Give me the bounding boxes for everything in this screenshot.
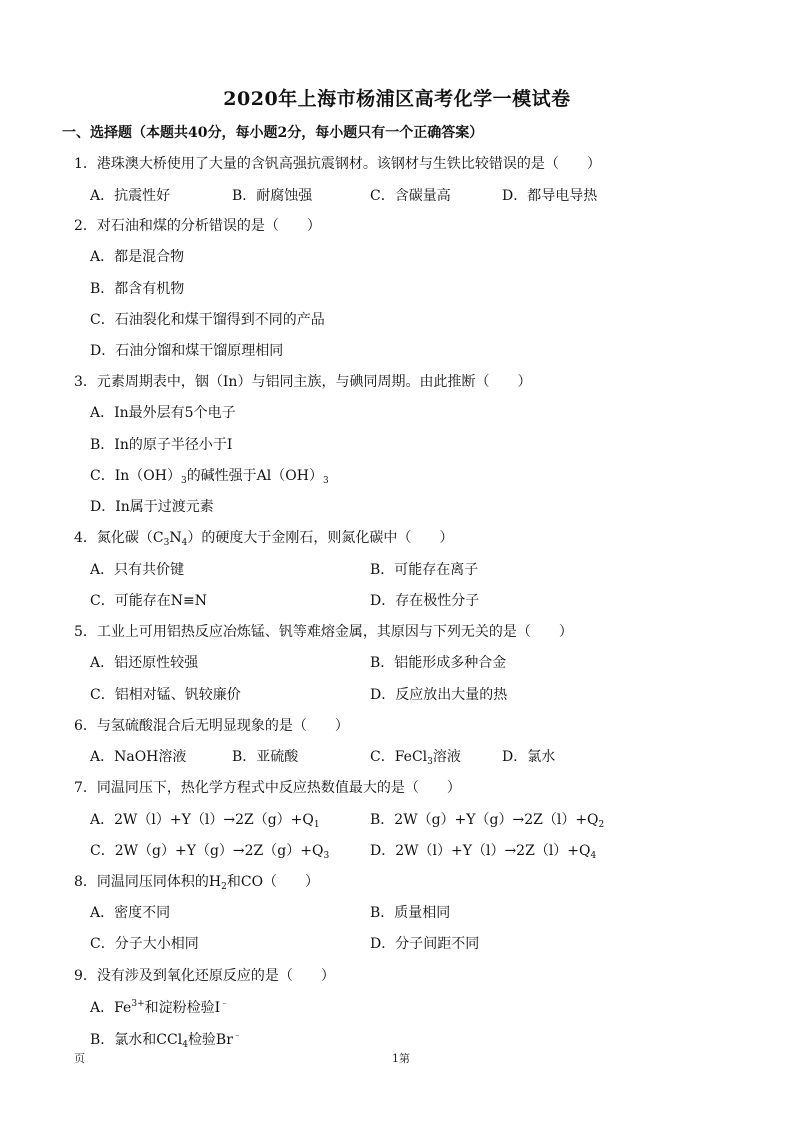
question-5-option-b: B．铝能形成多种合金 (370, 655, 507, 671)
question-4-stem: 4．氮化碳$(C_3N_4)$的硬度大于金刚石，则氮化碳中（ ） (74, 530, 454, 548)
question-6-option-a: A．NaOH溶液 (90, 749, 187, 765)
question-3-option-d: D．In属于过渡元素 (90, 499, 214, 515)
question-7-option-a: A．$2W(l)+Y(l)\to 2Z(g)+Q_1$ (90, 812, 320, 830)
question-3-option-a: A．In最外层有5个电子 (90, 405, 236, 421)
question-2-option-c: C．石油裂化和煤干馏得到不同的产品 (90, 312, 325, 328)
question-1-option-a: A．抗震性好 (90, 188, 171, 204)
question-2-option-d: D．石油分馏和煤干馏原理相同 (90, 343, 284, 359)
question-1-option-b: B．耐腐蚀强 (232, 188, 313, 204)
section-heading: 一、选择题（本题共40分，每小题2分，每小题只有一个正确答案） (62, 125, 484, 141)
question-4-option-b: B．可能存在离子 (370, 562, 479, 578)
question-2-option-b: B．都含有机物 (90, 281, 185, 297)
question-1-stem: 1．港珠澳大桥使用了大量的含钒高强抗震钢材。该钢材与生铁比较错误的是（ ） (74, 156, 601, 172)
question-5-option-c: C．铝相对锰、钒较廉价 (90, 687, 241, 703)
question-3-stem: 3．元素周期表中，铟（In）与铝同主族，与碘同周期。由此推断（ ） (74, 374, 532, 390)
question-7-option-d: D．$2W(l)+Y(l)\to 2Z(l)+Q_4$ (370, 843, 597, 861)
question-3-option-b: B．In的原子半径小于I (90, 437, 233, 453)
question-6-option-b: B．亚硫酸 (232, 749, 299, 765)
question-6-option-c: C．FeCl$_3$溶液 (370, 749, 461, 767)
question-7-option-c: C．$2W(g)+Y(g)\to 2Z(g)+Q_3$ (90, 843, 330, 861)
question-9-option-a: A．$Fe^{3+}$和淀粉检验I﹣ (90, 999, 230, 1016)
question-8-option-b: B．质量相同 (370, 905, 451, 921)
question-6-stem: 6．与氢硫酸混合后无明显现象的是（ ） (74, 718, 349, 734)
question-2-stem: 2．对石油和煤的分析错误的是（ ） (74, 218, 321, 234)
question-9-stem: 9．没有涉及到氧化还原反应的是（ ） (74, 968, 335, 984)
question-4-option-d: D．存在极性分子 (370, 593, 480, 609)
page-title: 2020年上海市杨浦区高考化学一模试卷 (223, 88, 571, 110)
question-8-option-c: C．分子大小相同 (90, 936, 199, 952)
question-7-stem: 7．同温同压下，热化学方程式中反应热数值最大的是（ ） (74, 780, 461, 796)
question-5-stem: 5．工业上可用铝热反应冶炼锰、钒等难熔金属，其原因与下列无关的是（ ） (74, 624, 573, 640)
question-3-option-c: C．$In(OH)_3$的碱性强于$Al(OH)_3$ (90, 468, 329, 486)
footer-left: 页 (74, 1052, 85, 1065)
question-1-option-d: D．都导电导热 (502, 188, 598, 204)
question-4-option-a: A．只有共价键 (90, 562, 185, 578)
question-5-option-a: A．铝还原性较强 (90, 655, 199, 671)
question-8-option-d: D．分子间距不同 (370, 936, 480, 952)
question-8-option-a: A．密度不同 (90, 905, 171, 921)
question-9-option-b: B．氯水和CCl$_4$检验Br﹣ (90, 1031, 242, 1050)
question-1-option-c: C．含碳量高 (370, 188, 451, 204)
page-number: 1第 (392, 1052, 410, 1065)
question-2-option-a: A．都是混合物 (90, 249, 185, 265)
question-5-option-d: D．反应放出大量的热 (370, 687, 508, 703)
question-4-option-c: C．可能存在N≡N (90, 593, 207, 609)
question-7-option-b: B．$2W(g)+Y(g)\to 2Z(l)+Q_2$ (370, 812, 605, 830)
question-6-option-d: D．氯水 (502, 749, 556, 765)
question-8-stem: 8．同温同压同体积的$H_2$和CO（ ） (74, 874, 320, 892)
